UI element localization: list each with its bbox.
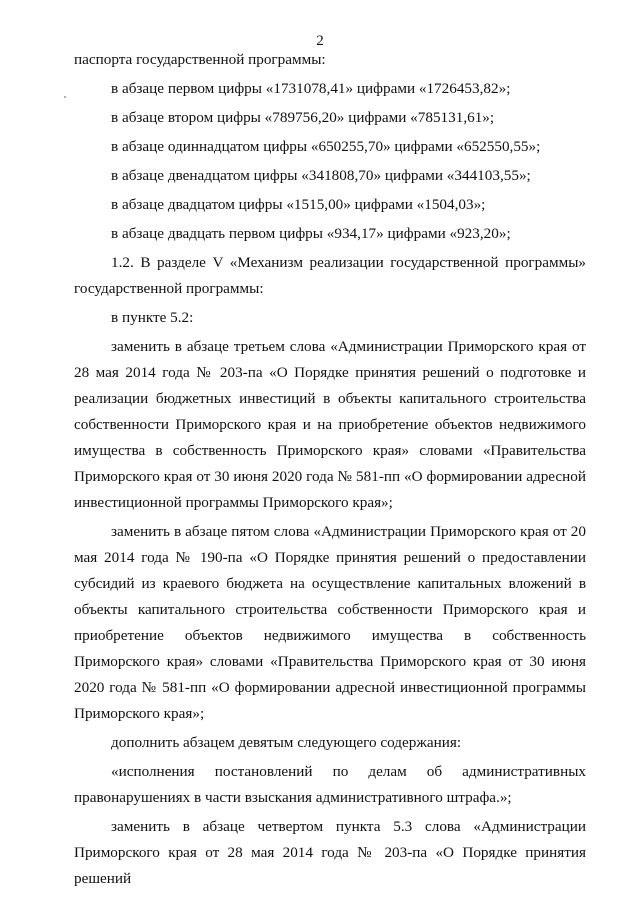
paragraph: паспорта государственной программы: <box>74 51 326 68</box>
paragraph: в абзаце двадцатом цифры «1515,00» цифрами «1504,03»; <box>111 196 486 213</box>
paragraph: в абзаце одиннадцатом цифры «650255,70» цифрами «652550,55»; <box>111 138 541 155</box>
scan-speck <box>64 96 66 98</box>
document-body <box>74 47 586 892</box>
page-number: 2 <box>316 33 324 49</box>
paragraph: заменить в абзаце четвертом пункта 5.3 слова «Администрации Приморского края от 28 мая 2014 года № 203-па «О Порядке принятия решений <box>74 818 586 887</box>
paragraph: 1.2. В разделе V «Механизм реализации государственной программы» государственной программы: <box>74 254 586 297</box>
paragraph: в абзаце двенадцатом цифры «341808,70» цифрами «344103,55»; <box>111 167 531 184</box>
paragraph: в абзаце двадцать первом цифры «934,17» цифрами «923,20»; <box>111 225 511 242</box>
paragraph: в абзаце втором цифры «789756,20» цифрами «785131,61»; <box>111 109 495 126</box>
paragraph: заменить в абзаце третьем слова «Администрации Приморского края от 28 мая 2014 года № 203-па «О Порядке принятия решений о подготовке и реализации бюджетных инвестиций в объекты капитального строительства собственности Приморского края и на приобретение объектов недвижимого имущества в собственность Приморского края» словами «Правительства Приморского края от 30 июня 2020 года № 581-пп «О формировании адресной инвестиционной программы Приморского края»; <box>74 338 586 511</box>
paragraph: в пункте 5.2: <box>111 309 194 326</box>
paragraph: дополнить абзацем девятым следующего содержания: <box>111 734 462 751</box>
paragraph: «исполнения постановлений по делам об административных правонарушениях в части взыскания административного штрафа.»; <box>74 763 586 806</box>
paragraph: в абзаце первом цифры «1731078,41» цифрами «1726453,82»; <box>111 80 511 97</box>
paragraph: заменить в абзаце пятом слова «Администрации Приморского края от 20 мая 2014 года № 190-па «О Порядке принятия решений о предоставлении субсидий из краевого бюджета на осуществление капитальных вложений в объекты капитального строительства собственности Приморского края и приобретение объектов недвижимого имущества в собственность Приморского края» словами «Правительства Приморского края от 30 июня 2020 года № 581-пп «О формировании адресной инвестиционной программы Приморского края»; <box>74 523 586 722</box>
